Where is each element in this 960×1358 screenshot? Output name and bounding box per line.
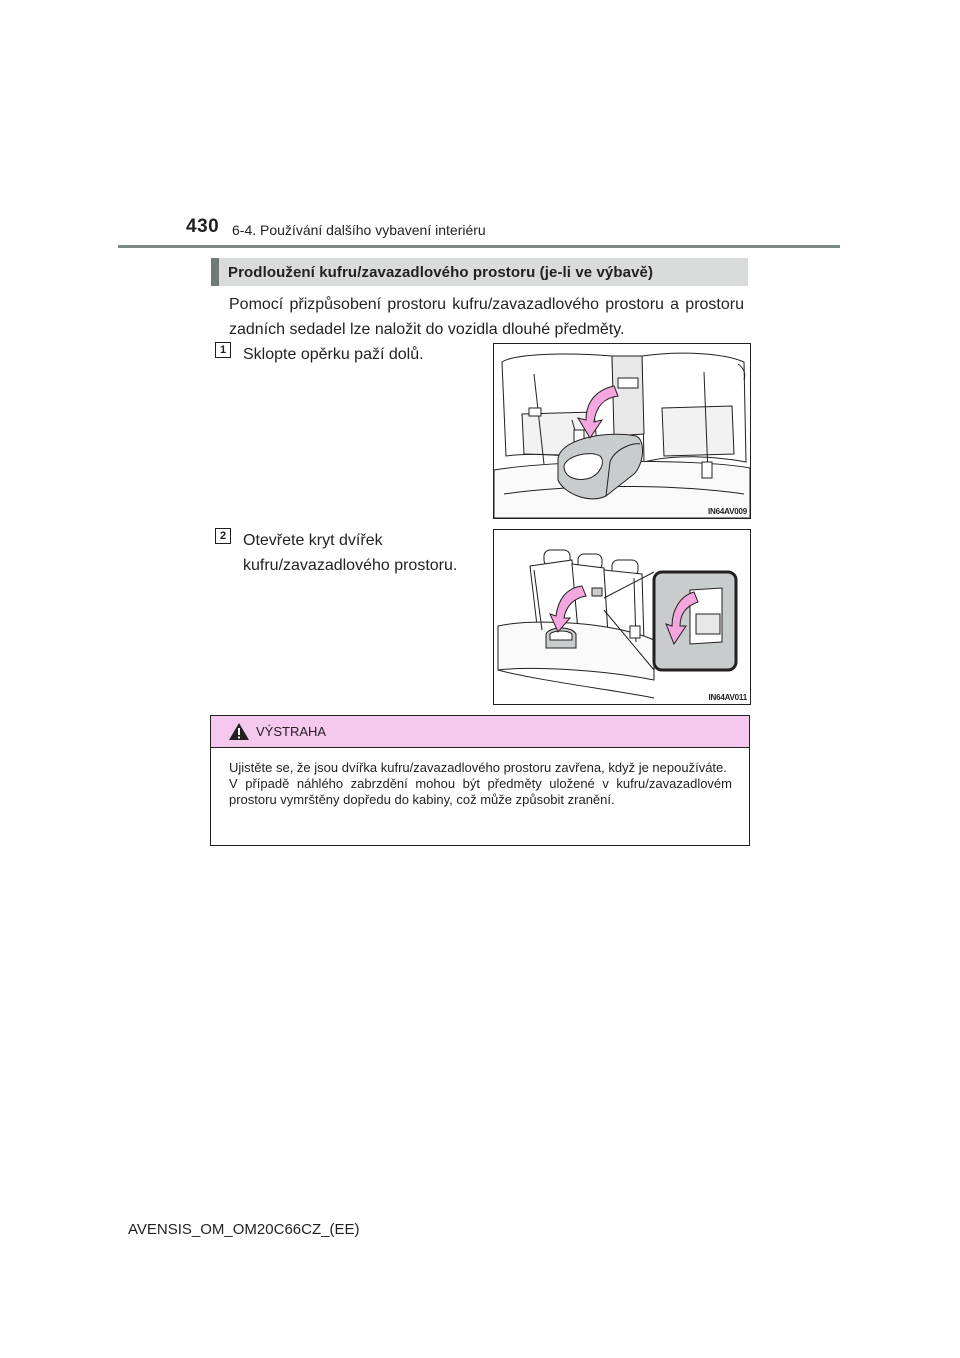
warning-triangle-icon (228, 722, 250, 741)
figure-armrest (493, 343, 751, 519)
trunk-door-illustration (494, 530, 750, 704)
warning-body (229, 760, 732, 808)
figure-code-1: IN64AV009 (708, 507, 747, 516)
warning-paragraph-2: V případě náhlého zabrzdění mohou být předměty uložené v kufru/zavazadlovém prostoru vymrštěny dopředu do kabiny, což může způsobit zranění. (229, 776, 732, 807)
warning-header (211, 716, 749, 748)
intro-paragraph: Pomocí přizpůsobení prostoru kufru/zavazadlového prostoru a prostoru zadních sedadel lze naložit do vozidla dlouhé předměty. (229, 296, 744, 338)
section-heading (211, 258, 748, 286)
section-heading-text: Prodloužení kufru/zavazadlového prostoru (je-li ve výbavě) (228, 263, 654, 281)
header-rule (118, 245, 840, 248)
warning-paragraph-1: Ujistěte se, že jsou dvířka kufru/zavazadlového prostoru zavřena, když je nepoužíváte. (229, 760, 727, 775)
document-id: AVENSIS_OM_OM20C66CZ_(EE) (128, 1221, 360, 1238)
figure-code-2: IN64AV011 (708, 693, 747, 702)
armrest-illustration (494, 344, 750, 518)
warning-box (210, 715, 750, 846)
figure-trunk-door (493, 529, 751, 705)
warning-title: VÝSTRAHA (256, 724, 327, 739)
page-number: 430 (186, 216, 220, 237)
step-number-1: 1 (215, 342, 231, 358)
step-number-2: 2 (215, 528, 231, 544)
step-text-1: Sklopte opěrku paží dolů. (243, 346, 424, 363)
step-text-2: Otevřete kryt dvířek kufru/zavazadlového prostoru. (243, 532, 458, 574)
chapter-title: 6-4. Používání dalšího vybavení interiéru (232, 222, 486, 238)
